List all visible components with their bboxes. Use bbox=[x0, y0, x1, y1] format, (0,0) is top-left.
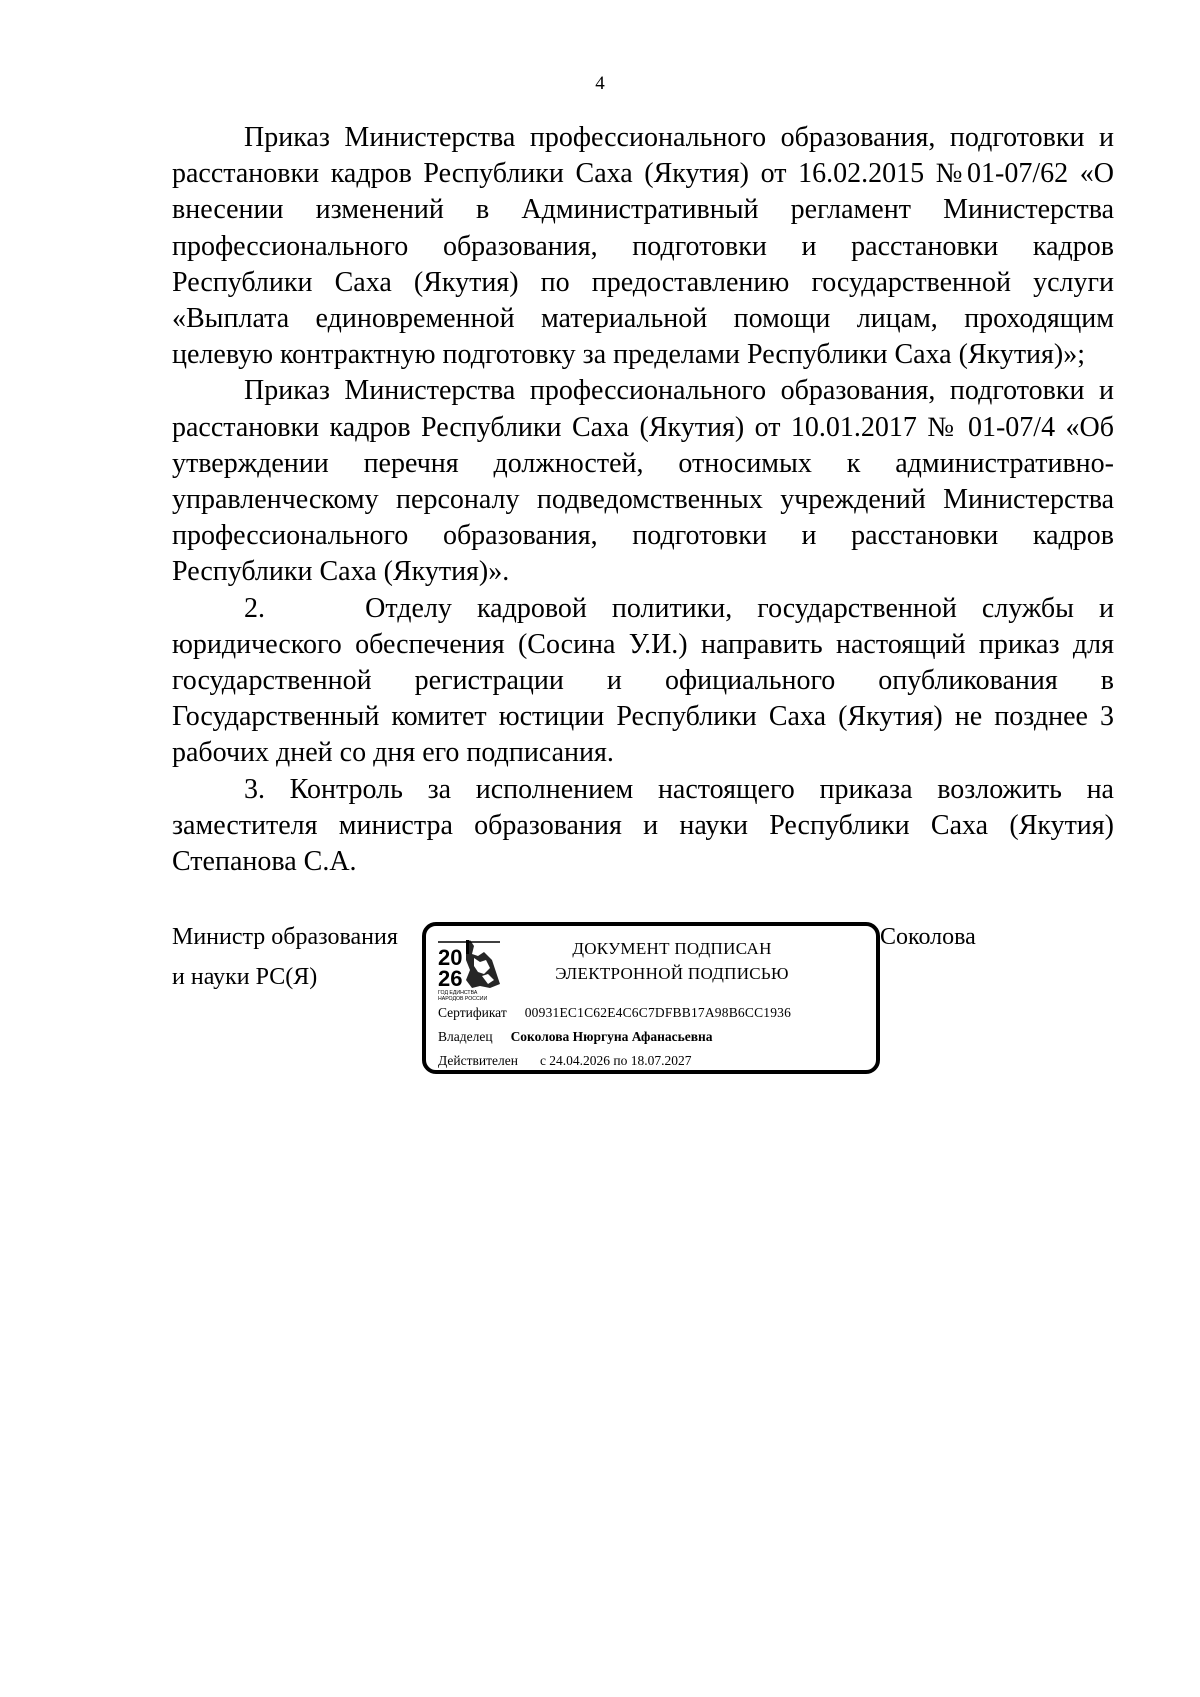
signature-position-line-2: и науки РС(Я) bbox=[172, 964, 318, 990]
svg-text:НАРОДОВ РОССИИ: НАРОДОВ РОССИИ bbox=[438, 996, 488, 1002]
signature-position-line-1: Министр образования bbox=[172, 924, 398, 950]
owner-label: Владелец bbox=[438, 1029, 493, 1044]
paragraph-item-2: 2. Отделу кадровой политики, государственной службы и юридического обеспечения (Сосина У.И.) направить настоящий приказ для государственной регистрации и официального опубликования в Государственный комитет юстиции Республики Саха (Якутия) не позднее 3 рабочих дней со дня его подписания. bbox=[172, 592, 1114, 769]
document-body bbox=[172, 120, 1114, 880]
validity-value: с 24.04.2026 по 18.07.2027 bbox=[539, 1053, 692, 1068]
paragraph-item-3: 3. Контроль за исполнением настоящего приказа возложить на заместителя министра образования и науки Республики Саха (Якутия) Степанова С.А. bbox=[172, 773, 1114, 878]
paragraph-order-2015: Приказ Министерства профессионального образования, подготовки и расстановки кадров Республики Саха (Якутия) от 16.02.2015 №01-07/62 «О внесении изменений в Административный регламент Министерства профессионального образования, подготовки и расстановки кадров Республики Саха (Якутия) по предоставлению государственной услуги «Выплата единовременной материальной помощи лицам, проходящим целевую контрактную подготовку за пределами Республики Саха (Якутия)»; bbox=[172, 122, 1114, 371]
validity-label: Действителен bbox=[438, 1053, 518, 1068]
stamp-title bbox=[522, 936, 822, 986]
stamp-title-line-2: ЭЛЕКТРОННОЙ ПОДПИСЬЮ bbox=[555, 964, 789, 983]
electronic-signature-stamp bbox=[422, 922, 880, 1074]
svg-text:ГОД ЕДИНСТВА: ГОД ЕДИНСТВА bbox=[438, 990, 478, 996]
certificate-value: 00931EC1C62E4C6C7DFBB17A98B6CC1936 bbox=[524, 1005, 792, 1020]
certificate-label: Сертификат bbox=[438, 1005, 507, 1020]
svg-text:20: 20 bbox=[438, 945, 463, 970]
stamp-owner-row bbox=[438, 1028, 713, 1046]
stamp-title-line-1: ДОКУМЕНТ ПОДПИСАН bbox=[572, 939, 772, 958]
paragraph-order-2017: Приказ Министерства профессионального образования, подготовки и расстановки кадров Республики Саха (Якутия) от 10.01.2017 № 01-07/4 «Об утверждении перечня должностей, относимых к административно-управленческому персоналу подведомственных учреждений Министерства профессионального образования, подготовки и расстановки кадров Республики Саха (Якутия)». bbox=[172, 375, 1114, 588]
signatory-name: Соколова bbox=[880, 924, 976, 950]
stamp-certificate-row bbox=[438, 1004, 791, 1022]
svg-text:26: 26 bbox=[438, 966, 463, 991]
stamp-validity-row bbox=[438, 1052, 692, 1070]
page-number: 4 bbox=[595, 73, 605, 94]
owner-value: Соколова Нюргуна Афанасьевна bbox=[510, 1029, 713, 1044]
unity-year-emblem-icon bbox=[436, 934, 506, 1004]
